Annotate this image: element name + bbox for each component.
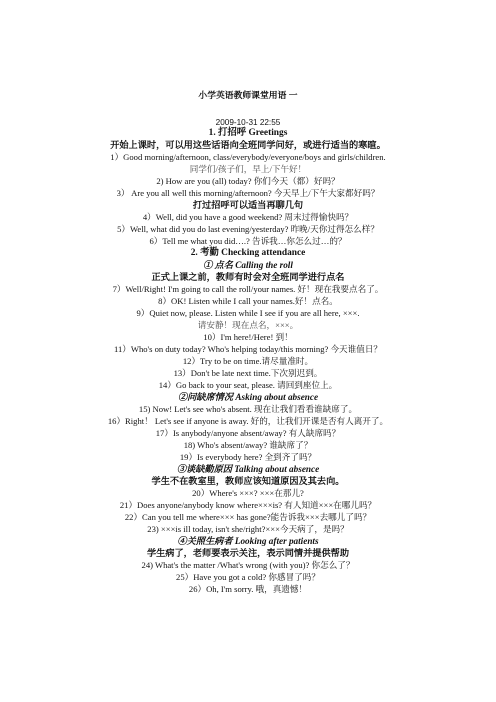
intro-line: 打过招呼可以适当再聊几句 [192, 200, 304, 210]
phrase-line: 6）Tell me what you did….? 告诉我…你怎么过…的？ [149, 236, 347, 246]
phrase-line: 12）Try to be on time.请尽量准时。 [182, 356, 314, 366]
phrase-line: 26）Oh, I'm sorry. 哦，真遗憾！ [188, 584, 308, 594]
phrase-line: 19）Is everybody here? 全到齐了吗？ [179, 452, 317, 462]
subsection-heading: ②问缺席情况 Asking about absence [177, 392, 319, 402]
phrase-line: 15) Now! Let's see who's absent. 现在让我们看看谁缺席了。 [138, 404, 358, 414]
phrase-line: 22）Can you tell me where××× has gone?能告诉我×××去哪儿了吗？ [124, 512, 372, 522]
phrase-line: 14）Go back to your seat, please. 请回到座位上。 [158, 380, 338, 390]
phrase-line: 25）Have you got a cold? 你感冒了吗？ [176, 572, 320, 582]
phrase-line: 2) How are you (all) today? 你们今天（都）好吗？ [156, 176, 340, 186]
phrase-line: 24) What's the matter /What's wrong (with you)? 你怎么了？ [141, 560, 355, 570]
doc-title: 小学英语教师课堂用语 一 [198, 90, 298, 100]
phrase-line: 5）Well, what did you do last evening/yesterday? 昨晚/天你过得怎么样？ [117, 224, 379, 234]
phrase-line: 13）Don't be late next time.下次别迟到。 [173, 368, 323, 378]
section-heading: 2. 考勤 Checking attendance [190, 248, 306, 258]
phrase-line: 8）OK! Listen while I call your names.好！点名。 [158, 296, 338, 306]
phrase-line: 10）I'm here!/Here! 到！ [203, 332, 293, 342]
phrase-line: 1）Good morning/afternoon, class/everybody/everyone/boys and girls/children. [110, 152, 386, 162]
subsection-heading: ④关照生病者 Looking after patients [177, 536, 319, 546]
intro-line: 正式上课之前，教师有时会对全班同学进行点名 [151, 272, 345, 282]
intro-line: 学生病了，老师要表示关注，表示同情并提供帮助 [146, 548, 350, 558]
phrase-line: 18) Who's absent/away? 谁缺席了？ [183, 440, 313, 450]
phrase-line: 7）Well/Right! I'm going to call the roll/your names. 好！现在我要点名了。 [112, 284, 384, 294]
subsection-heading: ③谈缺勤原因 Talking about absence [176, 464, 320, 474]
phrase-line: 9）Quiet now, please. Listen while I see if you are all here, ×××. [136, 308, 360, 318]
intro-line: 开始上课时，可以用这些话语向全班同学问好，或进行适当的寒暄。 [110, 140, 386, 150]
phrase-line: 16）Right！ Let's see if anyone is away. 好的，让我们开课是否有人离开了。 [107, 416, 389, 426]
phrase-line: 21）Does anyone/anybody know where×××is? 有人知道×××在哪儿吗？ [119, 500, 377, 510]
intro-line: 学生不在教室里，教师应该知道原因及其去向。 [151, 476, 345, 486]
subsection-heading: ① 点名 Calling the roll [203, 260, 293, 270]
section-heading: 1. 打招呼 Greetings [208, 128, 288, 138]
translation-line: 请安静！现在点名，×××。 [197, 320, 299, 330]
phrase-line: 20）Where's ×××? ×××在那儿? [192, 488, 304, 498]
doc-date: 2009-10-31 22:55 [215, 118, 281, 127]
phrase-line: 11）Who's on duty today? Who's helping today/this morning? 今天谁值日？ [113, 344, 383, 354]
translation-line: 同学们/孩子们，早上/下午好！ [189, 164, 307, 174]
phrase-line: 3） Are you all well this morning/afternoon? 今天早上/下午大家都好吗？ [116, 188, 380, 198]
phrase-line: 4）Well, did you have a good weekend? 周末过得愉快吗？ [142, 212, 354, 222]
phrase-line: 17）Is anybody/anyone absent/away? 有人缺席吗？ [155, 428, 341, 438]
phrase-line: 23) ×××is ill today, isn't she/right?×××今天病了，是吗？ [147, 524, 349, 534]
